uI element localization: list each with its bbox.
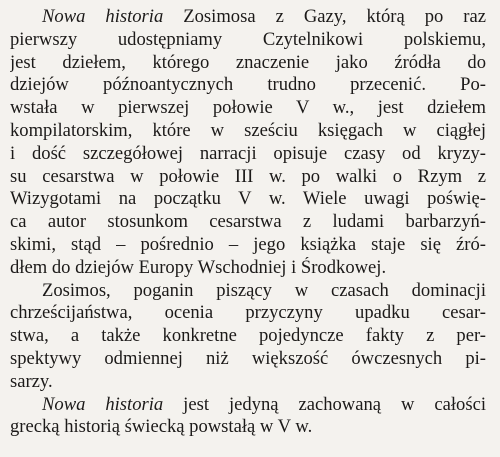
text-line: stwa, a także konkretne pojedyncze fakty z per- xyxy=(10,325,486,347)
document-page xyxy=(10,6,486,439)
text-line: Nowa historia Zosimosa z Gazy, którą po raz xyxy=(42,6,486,27)
book-title-italic: Nowa historia xyxy=(42,393,164,415)
text-line: dłem do dziejów Europy Wschodniej i Środkowej. xyxy=(10,256,387,278)
text-line: skimi, stąd – pośrednio – jego książka staje się źró- xyxy=(10,233,486,255)
paragraph-3 xyxy=(10,394,486,440)
text-line: spektywy odmiennej niż większość ówczesnych pi- xyxy=(10,347,486,369)
text-line: jest dziełem, którego znaczenie jako źródła do xyxy=(10,51,486,73)
paragraph-1 xyxy=(10,6,486,280)
text-line: grecką historią świecką powstałą w V w. xyxy=(10,416,313,438)
text-line: i dość szczegółowej narracji opisuje czasy od kryzy- xyxy=(10,142,486,164)
text-line: chrześcijaństwa, ocenia przyczyny upadku cesar- xyxy=(10,302,486,324)
paragraph-2 xyxy=(10,280,486,394)
text-line: Wizygotami na początku V w. Wiele uwagi poświę- xyxy=(10,188,486,210)
text-line: kompilatorskim, które w sześciu księgach w ciągłej xyxy=(10,119,486,141)
text-line: pierwszy udostępniamy Czytelnikowi polskiemu, xyxy=(10,28,486,50)
text-line: dziejów późnoantycznych trudno przecenić. Po- xyxy=(10,74,486,96)
text-line: Nowa historia jest jedyną zachowaną w całości xyxy=(42,393,486,415)
text-line: Zosimos, poganin piszący w czasach dominacji xyxy=(42,279,486,301)
book-title-italic: Nowa historia xyxy=(42,6,164,27)
text-line: sarzy. xyxy=(10,370,53,392)
text-line: su cesarstwa w połowie III w. po walki o Rzym z xyxy=(10,165,486,187)
text-line: ca autor stosunkom cesarstwa z ludami barbarzyń- xyxy=(10,211,486,233)
text-line: wstała w pierwszej połowie V w., jest dziełem xyxy=(10,97,486,119)
